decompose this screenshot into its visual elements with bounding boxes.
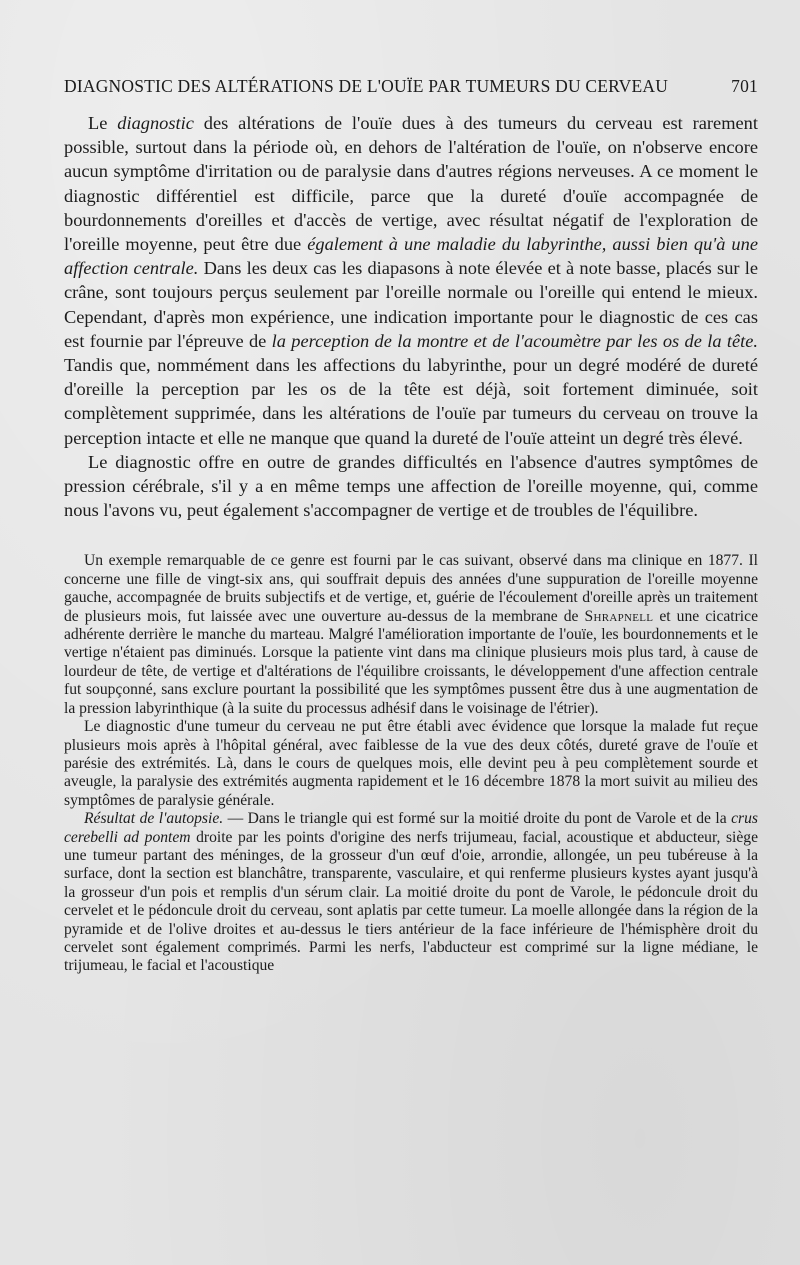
text-run: Le [88,113,118,133]
paragraph-diagnostic [64,111,758,450]
text-run: et une cicatrice adhérente derrière le manche du marteau. Malgré l'amélioration importante de l'ouïe, les bourdonnements et le vertige n'étaient pas diminués. Lorsque la patiente vint dans ma clinique plusieurs mois plus tard, à cause de lourdeur de tête, de vertige et d'altérations de l'équilibre croissants, le développement d'une affection centrale fut soupçonné, sans exclure pourtant la possibilité que les symptômes pussent être dus à une augmentation de la pression labyrinthique (à la suite du processus adhésif dans le voisinage de l'étrier). [64,607,758,717]
italic-term: diagnostic [117,113,194,133]
text-run: — Dans le triangle qui est formé sur la moitié droite du pont de Varole et de la [223,810,732,828]
case-paragraph-autopsy [64,810,758,976]
text-run: Un exemple remarquable de ce genre est fourni par le cas suivant, observé dans ma clinique en 1877. Il concerne une fille de vingt-six ans, qui souffrait depuis des années d'une suppuration de l'oreille moyenne gauche, accompagnée de bruits subjectifs et de vertige, et, guérie de l'écoulement d'oreille après un traitement de plusieurs mois, fut laissée avec une ouverture au-dessus de la membrane de [64,552,758,625]
author-name: Shrapnell [584,607,654,625]
case-report [64,552,758,975]
italic-phrase: la perception de la montre et de l'acoumètre par les os de la tête. [271,330,758,351]
latin-term: crus cerebelli ad pontem [64,810,758,846]
text-run: des altérations de l'ouïe dues à des tumeurs du cerveau est rarement possible, surtout dans la période où, en dehors de l'altération de l'ouïe, on n'observe encore aucun symptôme d'irritation ou de paralysie dans d'autres régions nerveuses. A ce moment le diagnostic différentiel est difficile, parce que la dureté d'ouïe accompagnée de bourdonnements d'oreilles et d'accès de vertige, avec résultat négatif de l'exploration de l'oreille moyenne, peut être due [64,113,758,255]
text-run: Dans les deux cas les diapasons à note élevée et à note basse, placés sur le crâne, sont toujours perçus seulement par l'oreille normale ou l'oreille qui entend le mieux. Cependant, d'après mon expérience, une indication importante pour le diagnostic de ces cas est fournie par l'épreuve de [64,258,758,351]
case-paragraph-example [64,552,758,718]
main-text [64,111,758,522]
paragraph-difficulties: Le diagnostic offre en outre de grandes difficultés en l'absence d'autres symptômes de pression cérébrale, s'il y a en même temps une affection de l'oreille moyenne, qui, comme nous l'avons vu, peut également s'accompagner de vertige et de troubles de l'équilibre. [64,451,758,521]
text-run: droite par les points d'origine des nerfs trijumeau, facial, acoustique et abducteur, siège une tumeur partant des méninges, de la grosseur d'un œuf d'oie, arrondie, allongée, un peu tubéreuse à la surface, dont la section est blanchâtre, transparente, vasculaire, et qui renferme plusieurs kystes ayant jusqu'à la grosseur d'un pois et remplis d'un sérum clair. La moitié droite du pont de Varole, le pédoncule droit du cervelet et le pédoncule droit du cerveau, sont aplatis par cette tumeur. La moelle allongée dans la région de la pyramide et de l'olive droites et au-dessus le tiers antérieur de la face inférieure de l'hémisphère droit du cervelet sont également comprimés. Parmi les nerfs, l'abducteur est comprimé sur la ligne médiane, le trijumeau, le facial et l'acoustique [64,828,758,975]
italic-phrase: également à une maladie du labyrinthe, aussi bien qu'à une affection centrale. [64,234,758,279]
case-paragraph-diagnosis: Le diagnostic d'une tumeur du cerveau ne put être établi avec évidence que lorsque la malade fut reçue plusieurs mois après à l'hôpital général, avec faiblesse de la vue des deux côtés, dureté grave de l'ouïe et parésie des extrémités. Là, dans le cours de quelques mois, elle devint peu à peu complètement sourde et aveugle, la paralysie des extrémités augmenta rapidement et le 16 décembre 1878 la mort suivit au milieu des symptômes de paralysie générale. [64,718,758,809]
section-label: Résultat de l'autopsie. [84,810,224,828]
text-run: Tandis que, nommément dans les affections du labyrinthe, pour un degré modéré de dureté d'oreille la perception par les os de la tête est déjà, soit fortement diminuée, soit complètement supprimée, dans les altérations de l'ouïe par tumeurs du cerveau on trouve la perception intacte et elle ne manque que quand la dureté de l'ouïe atteint un degré très élevé. [64,355,758,448]
page-number: 701 [731,76,758,96]
running-head [64,76,758,97]
running-title: DIAGNOSTIC DES ALTÉRATIONS DE L'OUÏE PAR TUMEURS DU CERVEAU [64,76,669,96]
